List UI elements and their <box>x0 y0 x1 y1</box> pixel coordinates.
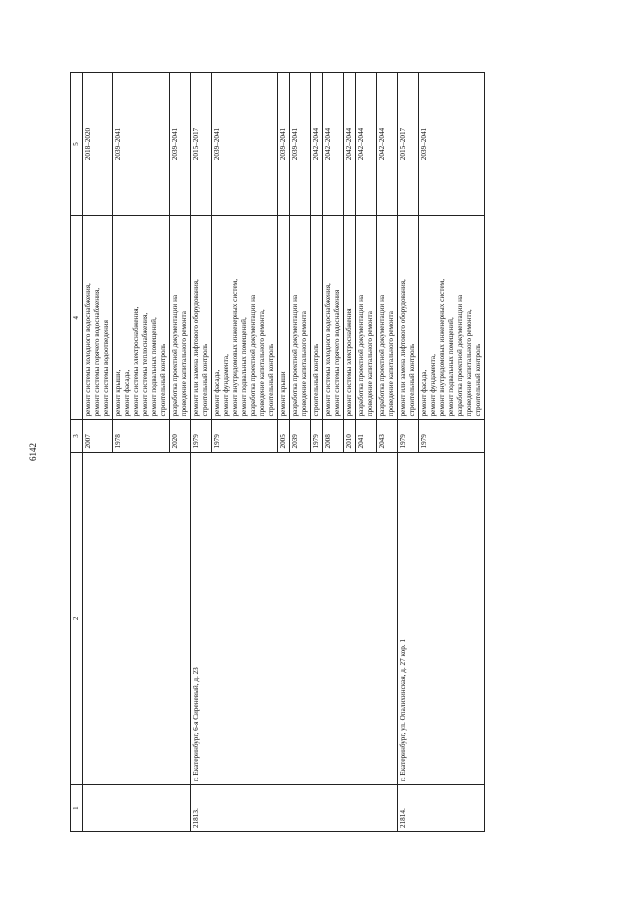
work-line: строительный контроль <box>473 343 482 417</box>
column-header: 4 <box>71 216 83 420</box>
work-period: 2042–2044 <box>310 73 322 216</box>
work-line: ремонт фундамента, <box>221 354 230 417</box>
work-year: 2020 <box>169 420 190 452</box>
work-line: ремонт системы электроснабжения, <box>131 306 140 417</box>
work-line: ремонт внутридомовых инженерных систем, <box>437 278 446 417</box>
work-period: 2039–2041 <box>211 73 277 216</box>
work-period: 2018–2020 <box>82 73 112 216</box>
building-address <box>82 452 190 785</box>
work-line: строительный контроль <box>407 343 416 417</box>
work-description <box>397 216 418 420</box>
work-line: разработка проектной документации на <box>377 294 386 417</box>
work-period: 2039–2041 <box>169 73 190 216</box>
work-description <box>343 216 355 420</box>
work-period: 2042–2044 <box>355 73 376 216</box>
work-line: проведение капитального ремонта <box>386 311 395 417</box>
work-line: ремонт или замена лифтового оборудования, <box>398 279 407 417</box>
work-line: ремонт или замена лифтового оборудования, <box>191 279 200 417</box>
table-body <box>82 73 484 832</box>
work-year: 1979 <box>397 420 418 452</box>
work-line: ремонт фундамента, <box>428 354 437 417</box>
work-line: проведение капитального ремонта, <box>257 309 266 417</box>
work-line: ремонт крыши, <box>113 369 122 417</box>
work-description <box>82 216 112 420</box>
work-line: ремонт системы холодного водоснабжения, <box>83 283 92 417</box>
page-number: 6142 <box>28 443 38 461</box>
work-year: 2041 <box>355 420 376 452</box>
work-year: 1979 <box>310 420 322 452</box>
table-row <box>82 73 112 832</box>
work-year: 2043 <box>376 420 397 452</box>
work-year: 2010 <box>343 420 355 452</box>
work-period: 2015–2017 <box>397 73 418 216</box>
table-row <box>397 73 418 832</box>
work-description <box>376 216 397 420</box>
work-period: 2039–2041 <box>289 73 310 216</box>
work-year: 2039 <box>289 420 310 452</box>
work-line: ремонт подвальных помещений, <box>149 317 158 417</box>
work-period: 2042–2044 <box>322 73 343 216</box>
work-line: разработка проектной документации на <box>170 294 179 417</box>
work-line: ремонт системы электроснабжения <box>344 308 353 417</box>
building-number: 21814. <box>397 785 484 832</box>
work-description <box>322 216 343 420</box>
work-description <box>211 216 277 420</box>
work-description <box>169 216 190 420</box>
work-line: ремонт подвальных помещений, <box>446 317 455 417</box>
work-year: 2007 <box>82 420 112 452</box>
work-line: строительный контроль <box>266 343 275 417</box>
work-line: ремонт фасада, <box>212 369 221 417</box>
work-line: проведение капитального ремонта <box>365 311 374 417</box>
work-description <box>418 216 484 420</box>
work-line: строительный контроль <box>158 343 167 417</box>
work-description <box>289 216 310 420</box>
work-line: ремонт системы холодного водоснабжения, <box>323 283 332 417</box>
column-header: 1 <box>71 785 83 832</box>
work-description <box>277 216 289 420</box>
building-number: 21813. <box>190 785 397 832</box>
building-number <box>82 785 190 832</box>
work-line: строительный контроль <box>200 343 209 417</box>
work-year: 1979 <box>211 420 277 452</box>
column-header: 3 <box>71 420 83 452</box>
work-line: ремонт системы водоотведения <box>101 320 110 417</box>
work-line: ремонт системы теплоснабжения, <box>140 312 149 417</box>
work-description <box>355 216 376 420</box>
work-period: 2042–2044 <box>376 73 397 216</box>
work-line: разработка проектной документации на <box>356 294 365 417</box>
work-description <box>310 216 322 420</box>
work-line: проведение капитального ремонта <box>179 311 188 417</box>
work-year: 2008 <box>322 420 343 452</box>
work-line: проведение капитального ремонта <box>299 311 308 417</box>
work-line: ремонт системы горячего водоснабжения, <box>92 288 101 417</box>
work-year: 1978 <box>112 420 169 452</box>
column-header: 2 <box>71 452 83 785</box>
work-year: 1979 <box>418 420 484 452</box>
work-line: разработка проектной документации на <box>248 294 257 417</box>
work-period: 2039–2041 <box>418 73 484 216</box>
work-year: 2005 <box>277 420 289 452</box>
work-line: ремонт подвальных помещений, <box>239 317 248 417</box>
work-line: разработка проектной документации на <box>455 294 464 417</box>
building-address: г. Екатеринбург, ул. Опалихинская, д. 27 кор. 1 <box>397 452 484 785</box>
work-line: проведение капитального ремонта, <box>464 309 473 417</box>
work-description <box>112 216 169 420</box>
table-row <box>190 73 211 832</box>
work-line: разработка проектной документации на <box>290 294 299 417</box>
work-line: ремонт фасада, <box>419 369 428 417</box>
work-line: ремонт системы горячего водоснабжения <box>332 289 341 417</box>
work-year: 1979 <box>190 420 211 452</box>
column-number-row <box>71 73 83 832</box>
work-line: строительный контроль <box>311 343 320 417</box>
work-period: 2039–2041 <box>277 73 289 216</box>
work-line: ремонт фасада, <box>122 369 131 417</box>
work-line: ремонт внутридомовых инженерных систем, <box>230 278 239 417</box>
work-period: 2042–2044 <box>343 73 355 216</box>
rotated-table-container <box>70 72 570 832</box>
capital-repair-table <box>70 72 485 832</box>
work-description <box>190 216 211 420</box>
column-header: 5 <box>71 73 83 216</box>
work-line: ремонт крыши <box>278 371 287 417</box>
work-period: 2015–2017 <box>190 73 211 216</box>
building-address: г. Екатеринбург, 6-я Сиреневый, д. 23 <box>190 452 397 785</box>
work-period: 2039–2041 <box>112 73 169 216</box>
